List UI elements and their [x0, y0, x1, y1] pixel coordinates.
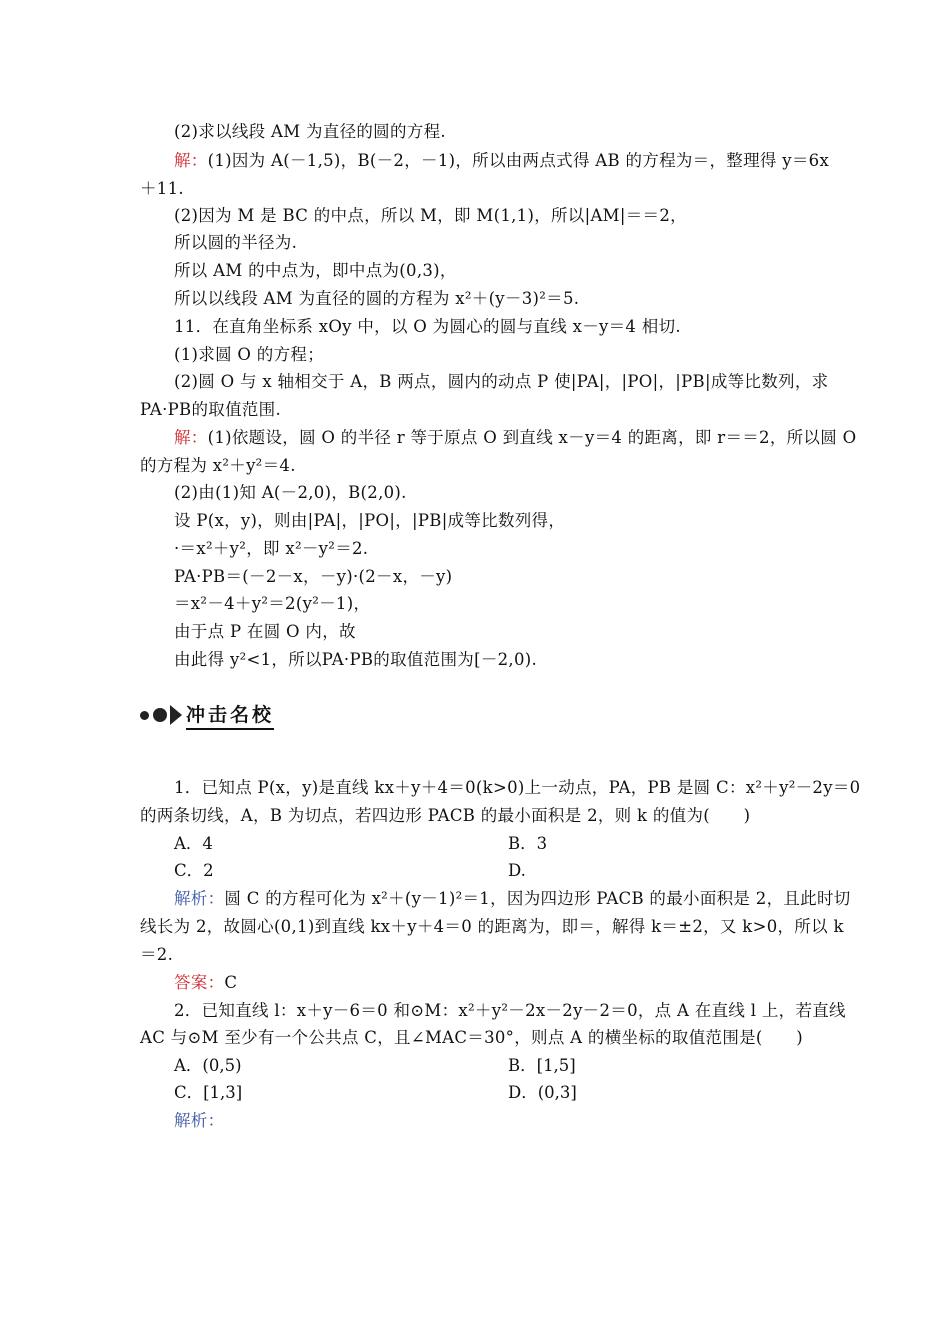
line-text: (2)因为 M 是 BC 的中点，所以 M，即 M(1,1)，所以|AM|＝＝2，	[174, 206, 687, 225]
line-text: (2)由(1)知 A(－2,0)，B(2,0).	[174, 483, 407, 502]
text-line	[174, 973, 237, 993]
line-text: 所以 AM 的中点为，即中点为(0,3)，	[174, 261, 457, 280]
text-line	[174, 428, 856, 448]
text-line	[174, 483, 407, 503]
banner-title: 冲击名校	[186, 700, 274, 730]
line-text: (1)依题设，圆 O 的半径 r 等于原点 O 到直线 x－y＝4 的距离，即 r＝＝2，所以圆 O	[207, 428, 857, 447]
answer-label: 答案：	[174, 973, 225, 992]
text-line	[174, 345, 324, 365]
line-text: C	[224, 973, 238, 992]
text-line	[140, 917, 844, 937]
text-line	[174, 778, 860, 798]
text-line	[140, 806, 750, 826]
text-line	[174, 317, 681, 337]
line-text: 设 P(x，y)，则由|PA|，|PO|，|PB|成等比数列得，	[174, 511, 566, 530]
answer-option: C．[1,3]	[174, 1083, 243, 1102]
line-text: 的方程为 x²＋y²＝4.	[140, 456, 296, 475]
line-text: ·＝x²＋y²，即 x²－y²＝2.	[174, 539, 369, 558]
answer-label: 解析：	[174, 1111, 225, 1130]
answer-option: B．3	[508, 834, 548, 853]
line-text: (2)求以线段 AM 为直径的圆的方程.	[174, 122, 446, 141]
text-line	[174, 511, 565, 531]
line-text: (1)求圆 O 的方程；	[174, 345, 324, 364]
line-text: 2．已知直线 l：x＋y－6＝0 和⊙M：x²＋y²－2x－2y－2＝0，点 A 在直线 l 上，若直线	[174, 1001, 846, 1020]
line-text: 11．在直角坐标系 xOy 中，以 O 为圆心的圆与直线 x－y＝4 相切.	[174, 317, 681, 336]
line-text: 由此得 y²<1，所以PA·PB的取值范围为[－2,0).	[174, 650, 538, 669]
answer-option: C．2	[174, 861, 214, 880]
line-text: AC 与⊙M 至少有一个公共点 C，且∠MAC＝30°，则点 A 的横坐标的取值范围是( )	[140, 1028, 804, 1047]
text-line	[140, 1028, 803, 1048]
line-text: PA·PB＝(－2－x，－y)·(2－x，－y)	[174, 567, 453, 586]
answer-option: D．(0,3]	[508, 1083, 577, 1102]
text-line	[174, 206, 687, 226]
line-text: 1．已知点 P(x，y)是直线 kx＋y＋4＝0(k>0)上一动点，PA，PB 是圆 C：x²＋y²－2y＝0	[174, 778, 861, 797]
text-line	[174, 539, 368, 559]
line-text: 线长为 2，故圆心(0,1)到直线 kx＋y＋4＝0 的距离为，即＝，解得 k＝±2，又 k>0，所以 k	[140, 917, 844, 936]
answer-option: A．(0,5)	[174, 1056, 242, 1075]
line-text: 所以以线段 AM 为直径的圆的方程为 x²＋(y－3)²＝5.	[174, 289, 580, 308]
line-text: 所以圆的半径为.	[174, 233, 298, 252]
large-dot-icon	[153, 708, 167, 722]
text-line	[174, 372, 828, 392]
arrow-icon	[170, 705, 182, 725]
text-line	[174, 289, 579, 309]
text-line	[140, 400, 281, 420]
text-line	[140, 456, 296, 476]
section-banner	[140, 702, 274, 728]
text-line	[174, 261, 457, 281]
line-text: (1)因为 A(－1,5)，B(－2，－1)，所以由两点式得 AB 的方程为＝，整理得 y＝6x	[207, 151, 830, 170]
text-line	[140, 945, 173, 965]
text-line	[174, 151, 829, 171]
line-text: 的两条切线，A，B 为切点，若四边形 PACB 的最小面积是 2，则 k 的值为( )	[140, 806, 751, 825]
line-text: ＋11.	[140, 179, 184, 198]
text-line	[140, 179, 184, 199]
line-text: (2)圆 O 与 x 轴相交于 A，B 两点，圆内的动点 P 使|PA|，|PO|，|PB|成等比数列，求	[174, 372, 829, 391]
line-text: PA·PB的取值范围.	[140, 400, 282, 419]
text-line	[174, 567, 452, 587]
answer-label: 解：	[174, 151, 208, 170]
small-dot-icon	[140, 711, 149, 720]
text-line	[174, 622, 356, 642]
text-line	[174, 889, 851, 909]
answer-option: B．[1,5]	[508, 1056, 576, 1075]
line-text: ＝2.	[140, 945, 174, 964]
answer-option: D.	[508, 861, 526, 880]
line-text: ＝x²－4＋y²＝2(y²－1)，	[174, 594, 371, 613]
text-line	[174, 122, 446, 142]
text-line	[174, 1111, 224, 1131]
answer-label: 解析：	[174, 889, 225, 908]
text-line	[174, 1001, 846, 1021]
text-line	[174, 650, 537, 670]
line-text: 圆 C 的方程可化为 x²＋(y－1)²＝1，因为四边形 PACB 的最小面积是 2，且此时切	[224, 889, 851, 908]
answer-option: A．4	[174, 834, 213, 853]
answer-label: 解：	[174, 428, 208, 447]
line-text: 由于点 P 在圆 O 内，故	[174, 622, 356, 641]
text-line	[174, 594, 370, 614]
text-line	[174, 233, 297, 253]
